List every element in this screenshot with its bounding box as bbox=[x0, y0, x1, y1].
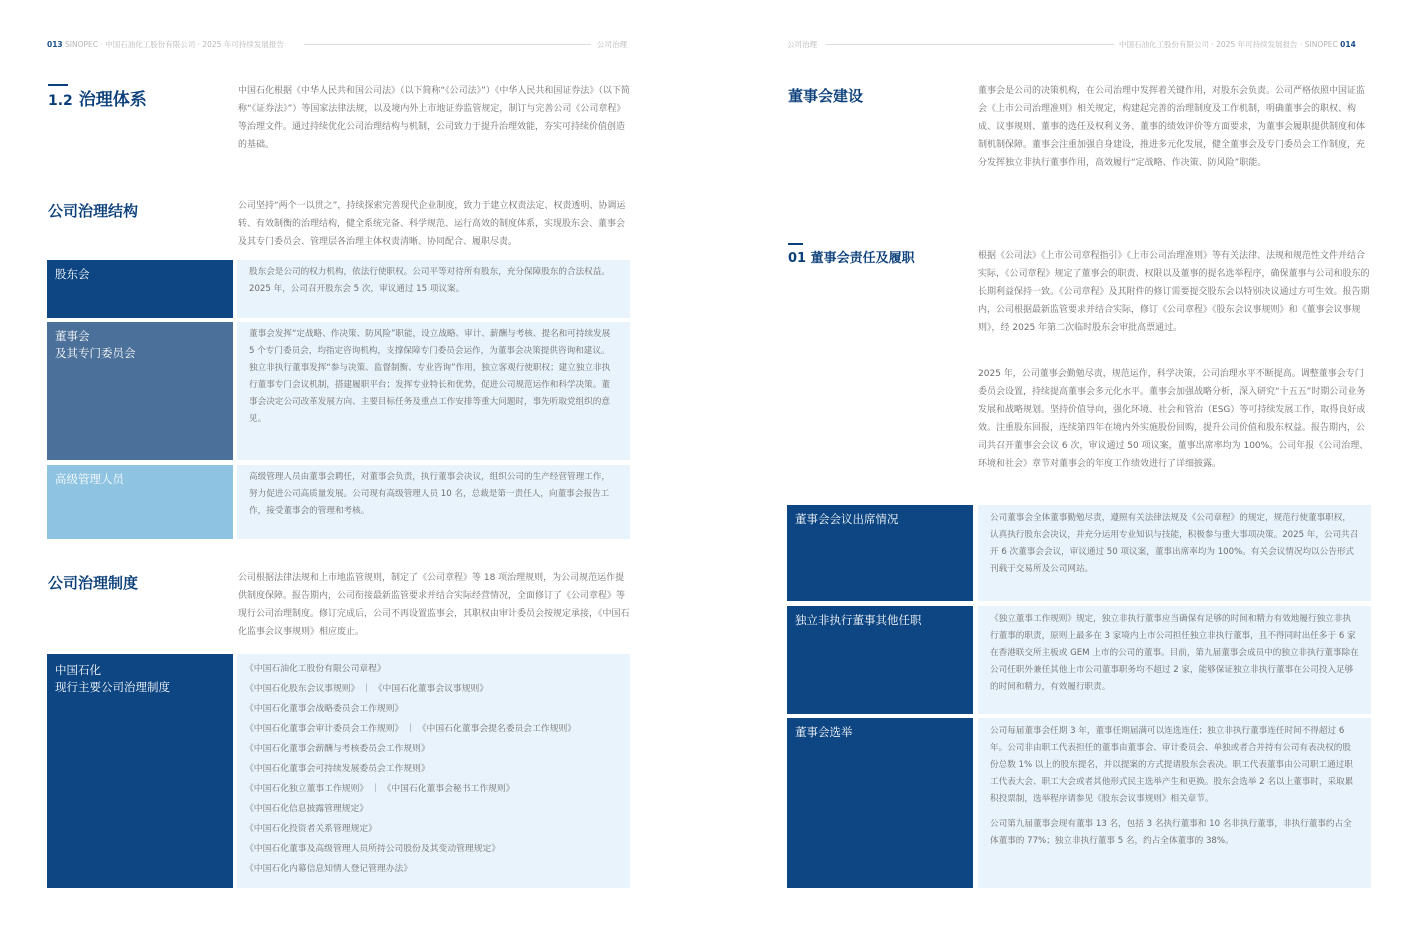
board-text: 董事会是公司的决策机构，在公司治理中发挥着关键作用，对股东会负责。公司严格依照中国证监会《上市公司治理准则》相关规定，构建起完善的治理制度及工作机制，明确董事会的职权、构成、议事规则、董事的选任及权利义务、董事的绩效评价等方面要求，为董事会履职提供制度和体制机制保障。董事会注重加强自身建设，推进多元化发展，健全董事会及专门委员会工作制度，充分发挥独立非执行董事作用，高效履行“定战略、作决策、防风险”职能。 bbox=[978, 86, 1366, 168]
section-name: 公司治理 bbox=[597, 40, 627, 49]
board-title: 董事会建设 bbox=[788, 87, 864, 105]
senior-management-label: 高级管理人员 bbox=[47, 465, 233, 539]
subsection-number: 01 bbox=[788, 251, 807, 266]
rules-list bbox=[237, 654, 630, 888]
attendance-text: 公司董事会全体董事勤勉尽责，遵照有关法律法规及《公司章程》的规定，规范行使董事职权，认真执行股东会决议，并充分运用专业知识与技能，积极参与重大事项决策。2025 年，公司共召开 6 次董事会会议，审议通过 50 项议案，董事出席率均为 100%。有关会议情况均以公告形式刊载于交易所及公司网站。 bbox=[978, 505, 1371, 601]
governance-intro: 中国石化根据《中华人民共和国公司法》（以下简称“《公司法》”）《中华人民共和国证券法》（以下简称“《证券法》”）等国家法律法规，以及境内外上市地证券监管规定，制订与完善公司《公司章程》等治理文件。通过持续优化公司治理结构与机制，公司致力于提升治理效能，夯实可持续价值创造的基础。 bbox=[238, 86, 630, 150]
rule-item: 《中国石化信息披露管理规定》 bbox=[245, 804, 369, 814]
rule-item: 《中国石化董事会可持续发展委员会工作规则》 bbox=[245, 764, 430, 774]
subsection-title: 董事会责任及履职 bbox=[810, 251, 915, 266]
structure-text: 公司坚持“两个一以贯之”，持续探索完善现代企业制度，致力于建立权责法定、权责透明、协调运转、有效制衡的治理结构，健全系统完备、科学规范、运行高效的制度体系，实现股东会、董事会及其专门委员会、管理层各治理主体权责清晰、协同配合、履职尽责。 bbox=[238, 201, 626, 247]
attendance-label: 董事会会议出席情况 bbox=[787, 505, 973, 601]
rules-label: 中国石化 现行主要公司治理制度 bbox=[47, 654, 233, 888]
header-rule bbox=[304, 44, 591, 45]
rule-item: 《中国石化董事会战略委员会工作规则》 bbox=[245, 704, 404, 714]
left-page-header: 013 SINOPEC · 中国石油化工股份有限公司 · 2025 年可持续发展报告 bbox=[47, 40, 284, 49]
rule-item: 《中国石油化工股份有限公司章程》 bbox=[245, 664, 386, 674]
brand: SINOPEC bbox=[1304, 40, 1338, 49]
report-title: 中国石油化工股份有限公司 · 2025 年可持续发展报告 · bbox=[1119, 40, 1303, 49]
board-committees-label: 董事会 及其专门委员会 bbox=[47, 322, 233, 460]
rule-item: 《中国石化股东会议事规则》 ｜ 《中国石化董事会议事规则》 bbox=[245, 684, 489, 694]
senior-management-text: 高级管理人员由董事会聘任，对董事会负责，执行董事会决议，组织公司的生产经营管理工作，努力促进公司高质量发展。公司现有高级管理人员 10 名，总裁是第一责任人，向董事会报告工作，接受董事会的管理和考核。 bbox=[237, 465, 630, 539]
system-title: 公司治理制度 bbox=[48, 574, 139, 592]
ined-other-positions-label: 独立非执行董事其他任职 bbox=[787, 606, 973, 714]
rule-item: 《中国石化独立董事工作规则》 ｜ 《中国石化董事会秘书工作规则》 bbox=[245, 784, 515, 794]
report-title: 中国石油化工股份有限公司 · 2025 年可持续发展报告 bbox=[105, 40, 284, 49]
section-heading bbox=[48, 85, 147, 110]
subsection-heading bbox=[788, 247, 915, 266]
section-title: 治理体系 bbox=[78, 90, 147, 110]
board-committees-text: 董事会发挥“定战略、作决策、防风险”职能，设立战略、审计、薪酬与考核、提名和可持续发展 5 个专门委员会，均指定咨询机构，支撑保障专门委员会运作，为董事会决策提供咨询和建议。独立非执行董事发挥“参与决策、监督制衡、专业咨询”作用，独立客观行使职权；建立独立非执行董事专门会议机制，搭建履职平台；发挥专业特长和优势，促进公司规范运作和科学决策。董事会决定公司改革发展方向、主要目标任务及重点工作安排等重大问题时，事先听取党组织的意见。 bbox=[237, 322, 630, 460]
rule-item: 《中国石化董事会审计委员会工作规则》 ｜ 《中国石化董事会提名委员会工作规则》 bbox=[245, 724, 577, 734]
section-number: 1.2 bbox=[48, 93, 73, 109]
system-text: 公司根据法律法规和上市地监管规则，制定了《公司章程》等 18 项治理规则，为公司规范运作提供制度保障。报告期内，公司衔接最新监管要求并结合实际经营情况，全面修订了《公司章程》等现行公司治理制度。修订完成后，公司不再设置监事会，其职权由审计委员会按规定承接，《中国石化监事会议事规则》相应废止。 bbox=[238, 573, 630, 637]
structure-title: 公司治理结构 bbox=[48, 202, 139, 220]
header-rule bbox=[826, 44, 1114, 45]
board-election-label: 董事会选举 bbox=[787, 718, 973, 888]
page-number: 014 bbox=[1340, 40, 1356, 49]
board-composition-text: 公司第九届董事会现有董事 13 名，包括 3 名执行董事和 10 名非执行董事，非执行董事约占全体董事的 77%；独立非执行董事 5 名，约占全体董事的 38%。 bbox=[990, 819, 1352, 846]
rule-item: 《中国石化内幕信息知情人登记管理办法》 bbox=[245, 864, 413, 874]
rule-item: 《中国石化董事会薪酬与考核委员会工作规则》 bbox=[245, 744, 430, 754]
shareholders-meeting-text: 股东会是公司的权力机构，依法行使职权。公司平等对待所有股东，充分保障股东的合法权益。2025 年，公司召开股东会 5 次，审议通过 15 项议案。 bbox=[237, 260, 630, 318]
brand: SINOPEC bbox=[65, 40, 99, 49]
right-page-header bbox=[1119, 39, 1356, 50]
board-election-text: 公司每届董事会任期 3 年，董事任期届满可以连选连任；独立非执行董事连任时间不得超过 6 年。公司非由职工代表担任的董事由董事会、审计委员会、单独或者合并持有公司有表决权的股份总数 1% 以上的股东提名，并以提案的方式提请股东会表决。职工代表董事由公司职工通过职工代表大会、职工大会或者其他形式民主选举产生和更换。股东会选举 2 名以上董事时，采取累积投票制，选举程序请参见《股东会议事规则》相关章节。 bbox=[990, 726, 1354, 804]
duty-text-2: 2025 年，公司董事会勤勉尽责，规范运作，科学决策，公司治理水平不断提高。调整董事会专门委员会设置，持续提高董事会多元化水平。董事会加强战略分析，深入研究“十五五”时期公司业务发展和战略规划。坚持价值导向，强化环境、社会和管治（ESG）等可持续发展工作，取得良好成效。注重股东回报，连续第四年在境内外实施股份回购，提升公司价值和股东权益。报告期内，公司共召开董事会会议 6 次，审议通过 50 项议案，董事出席率均为 100%。公司年报《公司治理、环境和社会》章节对董事会的年度工作绩效进行了详细披露。 bbox=[978, 369, 1369, 469]
page-number: 013 bbox=[47, 40, 63, 49]
board-election-box bbox=[978, 718, 1371, 888]
section-name: 公司治理 bbox=[787, 40, 817, 49]
duty-text-1: 根据《公司法》《上市公司章程指引》《上市公司治理准则》等有关法律、法规和规范性文件并结合实际，《公司章程》规定了董事会的职责、权限以及董事的提名选举程序，确保董事与公司和股东的长期利益保持一致。《公司章程》及其附件的修订需要提交股东会以特别决议通过方可生效。报告期内，公司根据最新监管要求并结合实际，修订《公司章程》《股东会议事规则》和《董事会议事规则》，经 2025 年第二次临时股东会审批高票通过。 bbox=[978, 251, 1370, 333]
rule-item: 《中国石化投资者关系管理规定》 bbox=[245, 824, 377, 834]
rule-item: 《中国石化董事及高级管理人员所持公司股份及其变动管理规定》 bbox=[245, 844, 501, 854]
shareholders-meeting-label: 股东会 bbox=[47, 260, 233, 318]
ined-other-positions-text: 《独立董事工作规则》规定，独立非执行董事应当确保有足够的时间和精力有效地履行独立非执行董事的职责，原则上最多在 3 家境内上市公司担任独立非执行董事，且不得同时出任多于 6 家在香港联交所主板或 GEM 上市的公司的董事。目前，第九届董事会成员中的独立非执行董事除在公司任职外兼任其他上市公司董事职务均不超过 2 家，能够保证独立非执行董事在公司投入足够的时间和精力，有效履行职责。 bbox=[978, 606, 1371, 714]
subsection-marker bbox=[788, 243, 803, 245]
